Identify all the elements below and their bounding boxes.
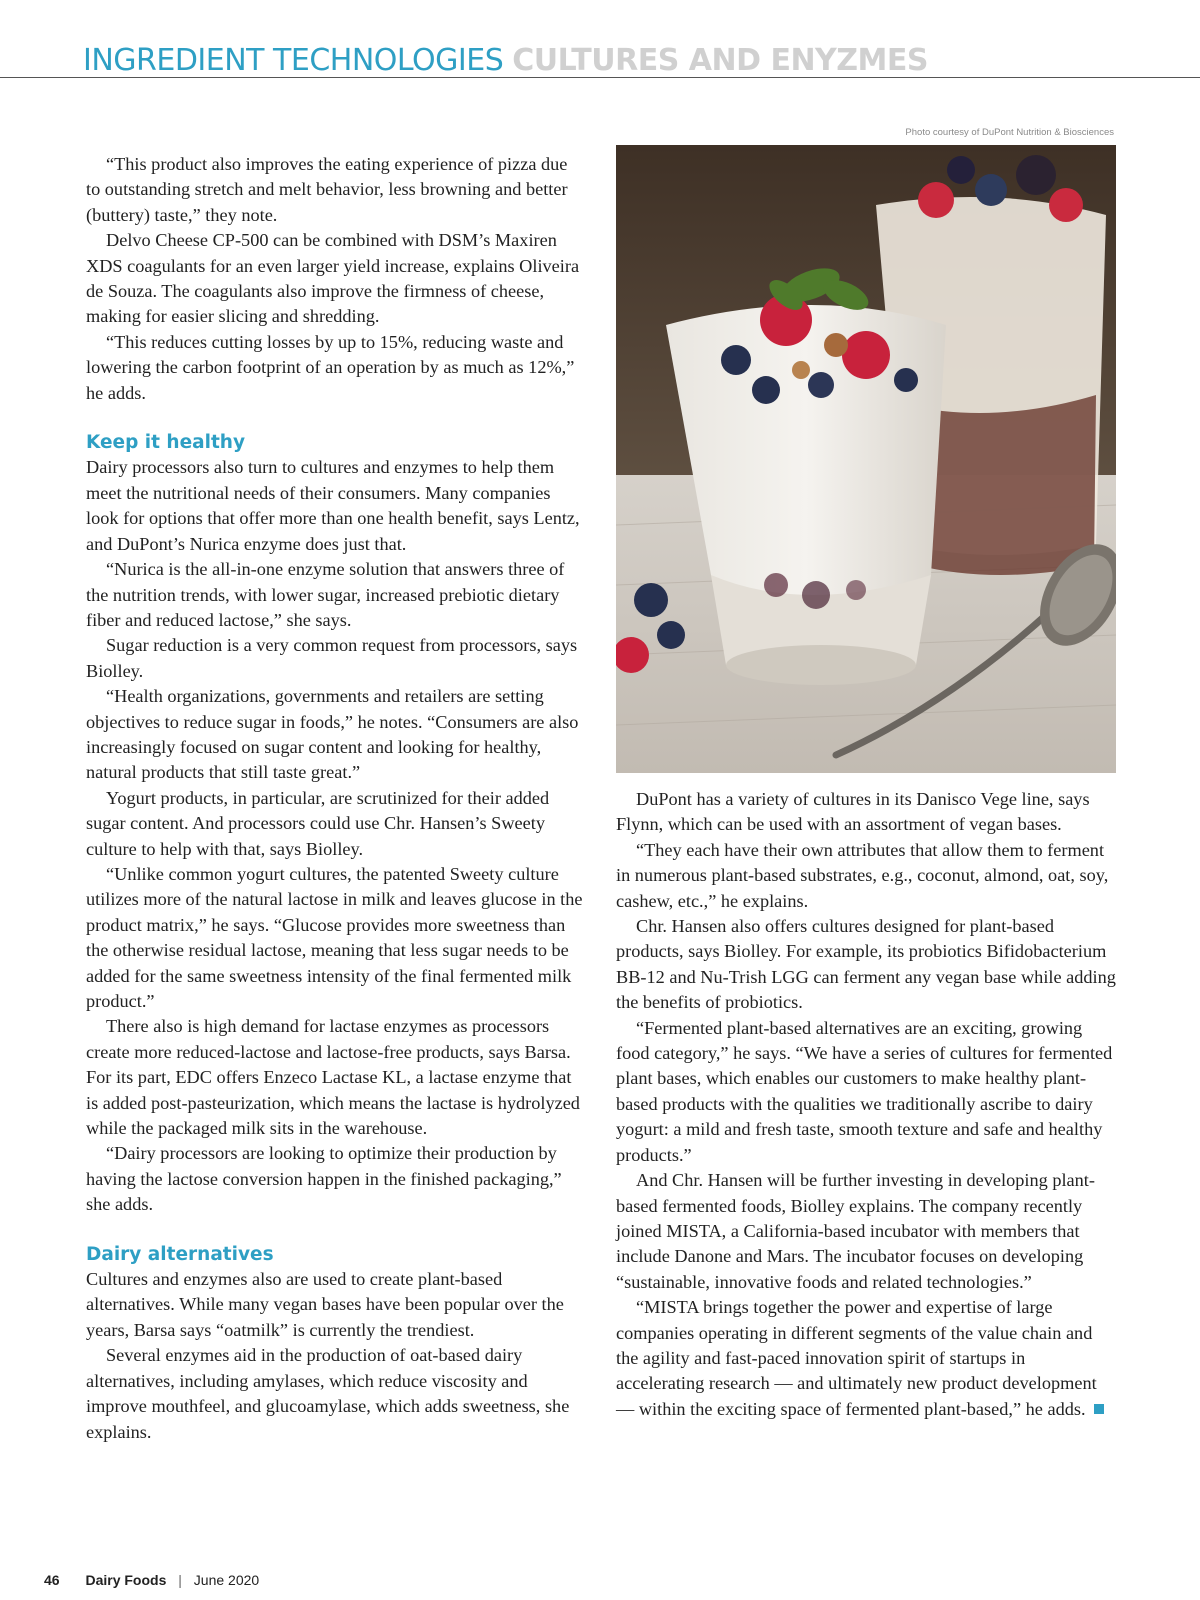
section-heading	[86, 430, 586, 455]
photo-credit: Photo courtesy of DuPont Nutrition & Biosciences	[905, 127, 1114, 138]
paragraph-text: Sugar reduction is a very common request from processors, says Biolley.	[86, 635, 578, 681]
paragraph-text: “Fermented plant-based alternatives are an exciting, growing food category,” he says. “We have a series of cultures for fermented plant bases, which enables our customers to make healthy plant-based products with the qualities we traditionally ascribe to dairy yogurt: a mild and fresh taste, smooth texture and safe and healthy products.”	[616, 1017, 1113, 1165]
paragraph-text: “They each have their own attributes that allow them to ferment in numerous plant-based substrates, e.g., coconut, almond, oat, soy, cashew, etc.,” he explains.	[616, 839, 1109, 911]
footer-separator: |	[178, 1572, 182, 1588]
paragraph-text: And Chr. Hansen will be further investing in developing plant-based fermented foods, Biolley explains. The company recently joined MISTA, a California-based incubator with members that include Danone and Mars. The incubator focuses on developing “sustainable, innovative foods and related technologies.”	[616, 1170, 1095, 1292]
section-heading	[86, 1242, 586, 1267]
article-paragraph	[86, 152, 586, 228]
section-title	[83, 44, 928, 78]
article-paragraph	[616, 787, 1116, 838]
paragraph-text: Several enzymes aid in the production of oat-based dairy alternatives, including amylases, which reduce viscosity and improve mouthfeel, and glucoamylase, which adds sweetness, she explains.	[86, 1345, 570, 1442]
article-paragraph	[86, 862, 586, 1014]
heading-text: Keep it healthy	[86, 432, 246, 454]
article-paragraph	[86, 228, 586, 330]
paragraph-text: “MISTA brings together the power and expertise of large companies operating in different segments of the value chain and the agility and fast-paced innovation spirit of startups in accelerating research — and ultimately new product development — within the exciting space of fermented plant-based,” he adds.	[616, 1297, 1097, 1419]
article-paragraph	[86, 684, 586, 786]
article-paragraph	[86, 557, 586, 633]
article-paragraph	[86, 330, 586, 406]
issue-date: June 2020	[193, 1572, 260, 1588]
yogurt-parfait-photo	[616, 145, 1116, 773]
paragraph-text: “Nurica is the all-in-one enzyme solution that answers three of the nutrition trends, with lower sugar, increased prebiotic dietary fiber and reduced lactose,” she says.	[86, 559, 565, 630]
magazine-name: Dairy Foods	[85, 1572, 167, 1588]
paragraph-text: “Health organizations, governments and retailers are setting objectives to reduce sugar in foods,” he notes. “Consumers are also increasingly focused on sugar content and looking for healthy, natural products that still taste great.”	[86, 686, 579, 783]
article-paragraph	[616, 1168, 1116, 1295]
article-paragraph	[86, 1343, 586, 1445]
section-name: INGREDIENT TECHNOLOGIES	[83, 43, 504, 78]
paragraph-text: Dairy processors also turn to cultures and enzymes to help them meet the nutritional needs of their consumers. Many companies look for options that offer more than one health benefit, says Lentz, and DuPont’s Nurica enzyme does just that.	[86, 457, 580, 554]
article-paragraph	[86, 633, 586, 684]
article-paragraph	[616, 914, 1116, 1016]
paragraph-text: “This product also improves the eating experience of pizza due to outstanding stretch and melt behavior, less browning and better (buttery) taste,” they note.	[86, 154, 568, 225]
paragraph-text: Cultures and enzymes also are used to create plant-based alternatives. While many vegan bases have been popular over the years, Barsa says “oatmilk” is currently the trendiest.	[86, 1269, 564, 1340]
article-paragraph	[616, 838, 1116, 914]
right-article-column	[616, 787, 1116, 1422]
paragraph-text: “Dairy processors are looking to optimize their production by having the lactose conversion happen in the finished packaging,” she adds.	[86, 1143, 562, 1215]
article-paragraph	[86, 1141, 586, 1217]
article-paragraph	[616, 1295, 1116, 1422]
paragraph-text: Delvo Cheese CP-500 can be combined with DSM’s Maxiren XDS coagulants for an even larger yield increase, explains Oliveira de Souza. The coagulants also improve the firmness of cheese, making for easier slicing and shredding.	[86, 230, 580, 327]
subsection-name: CULTURES AND ENYZMES	[512, 43, 928, 78]
page-header	[0, 42, 1200, 78]
article-paragraph	[86, 455, 586, 557]
paragraph-text: “This reduces cutting losses by up to 15%, reducing waste and lowering the carbon footprint of an operation by as much as 12%,” he adds.	[86, 331, 575, 403]
paragraph-text: There also is high demand for lactase enzymes as processors create more reduced-lactose and lactose-free products, says Barsa. For its part, EDC offers Enzeco Lactase KL, a lactase enzyme that is added post-pasteurization, which means the lactase is hydrolyzed while the packaged milk sits in the warehouse.	[86, 1016, 580, 1139]
heading-text: Dairy alternatives	[86, 1243, 274, 1265]
paragraph-text: Chr. Hansen also offers cultures designed for plant-based products, says Biolley. For example, its probiotics Bifidobacterium BB-12 and Nu-Trish LGG can ferment any vegan base while adding the benefits of probiotics.	[616, 916, 1116, 1013]
paragraph-text: “Unlike common yogurt cultures, the patented Sweety culture utilizes more of the natural lactose in milk and leaves glucose in the product matrix,” he says. “Glucose provides more sweetness than the otherwise residual lactose, meaning that less sugar needs to be added for the same sweetness intensity of the final fermented milk product.”	[86, 863, 583, 1011]
left-article-column	[86, 152, 586, 1445]
page-number: 46	[44, 1572, 60, 1588]
article-paragraph	[616, 1016, 1116, 1168]
article-paragraph	[86, 1014, 586, 1141]
page-footer	[44, 1572, 259, 1588]
article-paragraph	[86, 1267, 586, 1343]
end-of-article-square-icon	[1094, 1404, 1104, 1414]
yogurt-parfait-illustration	[616, 145, 1116, 773]
paragraph-text: DuPont has a variety of cultures in its Danisco Vege line, says Flynn, which can be used with an assortment of vegan bases.	[616, 789, 1090, 835]
paragraph-text: Yogurt products, in particular, are scrutinized for their added sugar content. And processors could use Chr. Hansen’s Sweety culture to help with that, says Biolley.	[86, 787, 550, 859]
article-paragraph	[86, 786, 586, 862]
